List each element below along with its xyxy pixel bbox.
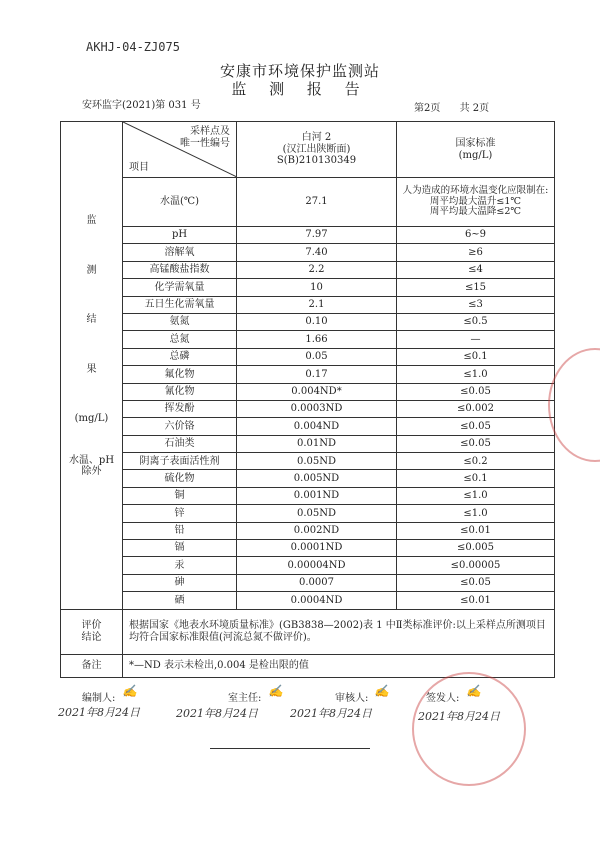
- table-row: [61, 574, 555, 591]
- item-name: 化学需氧量: [123, 279, 237, 296]
- item-name: 硒: [123, 592, 237, 609]
- item-name: 镉: [123, 540, 237, 557]
- table-row: [61, 261, 555, 278]
- standard-value: ≤0.005: [397, 540, 555, 557]
- side-label-text: 水温、pH: [68, 454, 115, 466]
- standard-value: ≤0.1: [397, 470, 555, 487]
- measured-value: 0.005ND: [237, 470, 397, 487]
- measured-value: 0.0004ND: [237, 592, 397, 609]
- standard-value: ≤1.0: [397, 366, 555, 383]
- reviewer-signature: ✍: [374, 684, 389, 698]
- item-name: 五日生化需氧量: [123, 296, 237, 313]
- director-label: 室主任:: [228, 693, 262, 704]
- standard-label: 国家标准: [455, 138, 496, 149]
- standard-value: ≤0.002: [397, 400, 555, 417]
- measured-value: 0.002ND: [237, 522, 397, 539]
- site-id: S(B)210130349: [276, 155, 357, 167]
- item-name: 锌: [123, 505, 237, 522]
- measured-value: 0.00004ND: [237, 557, 397, 574]
- side-label-text: 果: [86, 363, 97, 375]
- note-label: 备注: [61, 654, 123, 677]
- table-row: [61, 487, 555, 504]
- document-number: 安环监字(2021)第 031 号: [82, 100, 201, 111]
- item-name: 总氮: [123, 331, 237, 348]
- item-name: 硫化物: [123, 470, 237, 487]
- site-name: 白河 2: [301, 132, 332, 144]
- item-name: 氨氮: [123, 313, 237, 330]
- item-name: 砷: [123, 574, 237, 591]
- standard-value: ≤0.05: [397, 435, 555, 452]
- side-label-text: 监: [86, 215, 97, 227]
- page-number: 第2页: [414, 103, 441, 114]
- issuer-date: 2021年8月24日: [418, 710, 500, 723]
- page-total: 共 2页: [459, 103, 490, 114]
- standard-value: ≤0.00005: [397, 557, 555, 574]
- divider-line: [210, 748, 370, 749]
- measured-value: 0.0003ND: [237, 400, 397, 417]
- standard-value: 人为造成的环境水温变化应限制在: 周平均最大温升≤1℃ 周平均最大温降≤2℃: [397, 178, 555, 227]
- standard-header-cell: [397, 122, 555, 178]
- measured-value: 27.1: [237, 178, 397, 227]
- table-row: [61, 453, 555, 470]
- measured-value: 0.17: [237, 366, 397, 383]
- standard-value: ≤0.1: [397, 348, 555, 365]
- standard-value: ≤0.5: [397, 313, 555, 330]
- issuer-signature: ✍: [466, 684, 481, 698]
- prepared-by-signature: ✍: [122, 684, 137, 698]
- side-label-text: (mg/L): [74, 413, 109, 425]
- monitoring-result-table: [60, 121, 555, 678]
- diagonal-header-top: 采样点及 唯一性编号: [180, 126, 230, 149]
- measured-value: 2.2: [237, 261, 397, 278]
- table-row: [61, 348, 555, 365]
- measured-value: 0.004ND: [237, 418, 397, 435]
- item-name: 总磷: [123, 348, 237, 365]
- table-row: [61, 505, 555, 522]
- measured-value: 0.0001ND: [237, 540, 397, 557]
- official-seal: [412, 672, 526, 786]
- measured-value: 7.40: [237, 244, 397, 261]
- item-name: 石油类: [123, 435, 237, 452]
- issuer-label: 签发人:: [426, 693, 460, 704]
- table-row: [61, 244, 555, 261]
- page-subtitle: 监 测 报 告: [231, 80, 369, 98]
- standard-value: ≤0.05: [397, 574, 555, 591]
- table-row: [61, 227, 555, 244]
- evaluation-row: [61, 609, 555, 654]
- measured-value: 0.01ND: [237, 435, 397, 452]
- measured-value: 0.05: [237, 348, 397, 365]
- standard-value: 6~9: [397, 227, 555, 244]
- note-text: *—ND 表示未检出,0.004 是检出限的值: [123, 654, 555, 677]
- table-header-row: [61, 122, 555, 178]
- evaluation-text: 根据国家《地表水环境质量标准》(GB3838—2002)表 1 中Ⅱ类标准评价:以上采样点所测项目均符合国家标准限值(河流总氮不做评价)。: [123, 609, 555, 654]
- item-name: 阴离子表面活性剂: [123, 453, 237, 470]
- table-row: [61, 366, 555, 383]
- site-header-cell: [237, 122, 397, 178]
- standard-value: ≤3: [397, 296, 555, 313]
- director-signature: ✍: [268, 684, 283, 698]
- evaluation-label: 评价 结论: [61, 609, 123, 654]
- item-name: 氟化物: [123, 366, 237, 383]
- table-row: [61, 540, 555, 557]
- table-row: [61, 279, 555, 296]
- table-row: [61, 557, 555, 574]
- standard-value: ≤0.05: [397, 418, 555, 435]
- table-row: [61, 435, 555, 452]
- side-label-text: 除外: [81, 466, 102, 478]
- item-name: 铅: [123, 522, 237, 539]
- measured-value: 2.1: [237, 296, 397, 313]
- item-name: pH: [123, 227, 237, 244]
- site-description: (汉江出陕断面): [282, 143, 351, 155]
- table-row: [61, 296, 555, 313]
- side-label-text: 结: [86, 314, 97, 326]
- measured-value: 7.97: [237, 227, 397, 244]
- standard-value: ≤4: [397, 261, 555, 278]
- item-name: 氰化物: [123, 383, 237, 400]
- item-name: 六价铬: [123, 418, 237, 435]
- standard-unit: (mg/L): [458, 149, 493, 161]
- measured-value: 0.05ND: [237, 453, 397, 470]
- diagonal-header-item: 项目: [129, 161, 149, 173]
- standard-value: —: [397, 331, 555, 348]
- table-row: [61, 592, 555, 609]
- standard-value: ≤0.01: [397, 592, 555, 609]
- standard-value: ≥6: [397, 244, 555, 261]
- standard-value: ≤1.0: [397, 487, 555, 504]
- document-code: AKHJ-04-ZJ075: [86, 40, 180, 54]
- table-row: [61, 522, 555, 539]
- table-row: [61, 313, 555, 330]
- item-name: 水温(℃): [123, 178, 237, 227]
- side-label: [61, 122, 123, 610]
- measured-value: 0.004ND*: [237, 383, 397, 400]
- measured-value: 10: [237, 279, 397, 296]
- director-date: 2021年8月24日: [176, 707, 258, 720]
- measured-value: 0.001ND: [237, 487, 397, 504]
- side-label-text: 测: [86, 264, 97, 276]
- measured-value: 0.0007: [237, 574, 397, 591]
- table-row: [61, 418, 555, 435]
- item-name: 溶解氧: [123, 244, 237, 261]
- item-name: 挥发酚: [123, 400, 237, 417]
- measured-value: 1.66: [237, 331, 397, 348]
- prepared-by-label: 编制人:: [82, 693, 116, 704]
- table-row: [61, 331, 555, 348]
- measured-value: 0.10: [237, 313, 397, 330]
- reviewer-label: 审核人:: [335, 693, 369, 704]
- measured-value: 0.05ND: [237, 505, 397, 522]
- standard-value: ≤1.0: [397, 505, 555, 522]
- item-name: 高锰酸盐指数: [123, 261, 237, 278]
- standard-value: ≤0.01: [397, 522, 555, 539]
- table-row: [61, 178, 555, 227]
- diagonal-header-cell: [123, 122, 237, 178]
- edge-seal: [548, 348, 600, 462]
- standard-value: ≤15: [397, 279, 555, 296]
- reviewer-date: 2021年8月24日: [290, 707, 372, 720]
- page-title: 安康市环境保护监测站: [219, 62, 380, 80]
- standard-value: ≤0.05: [397, 383, 555, 400]
- table-row: [61, 470, 555, 487]
- standard-value: ≤0.2: [397, 453, 555, 470]
- table-row: [61, 383, 555, 400]
- prepared-date: 2021年8月24日: [58, 706, 140, 719]
- item-name: 汞: [123, 557, 237, 574]
- table-row: [61, 400, 555, 417]
- item-name: 铜: [123, 487, 237, 504]
- page-info: [414, 99, 505, 114]
